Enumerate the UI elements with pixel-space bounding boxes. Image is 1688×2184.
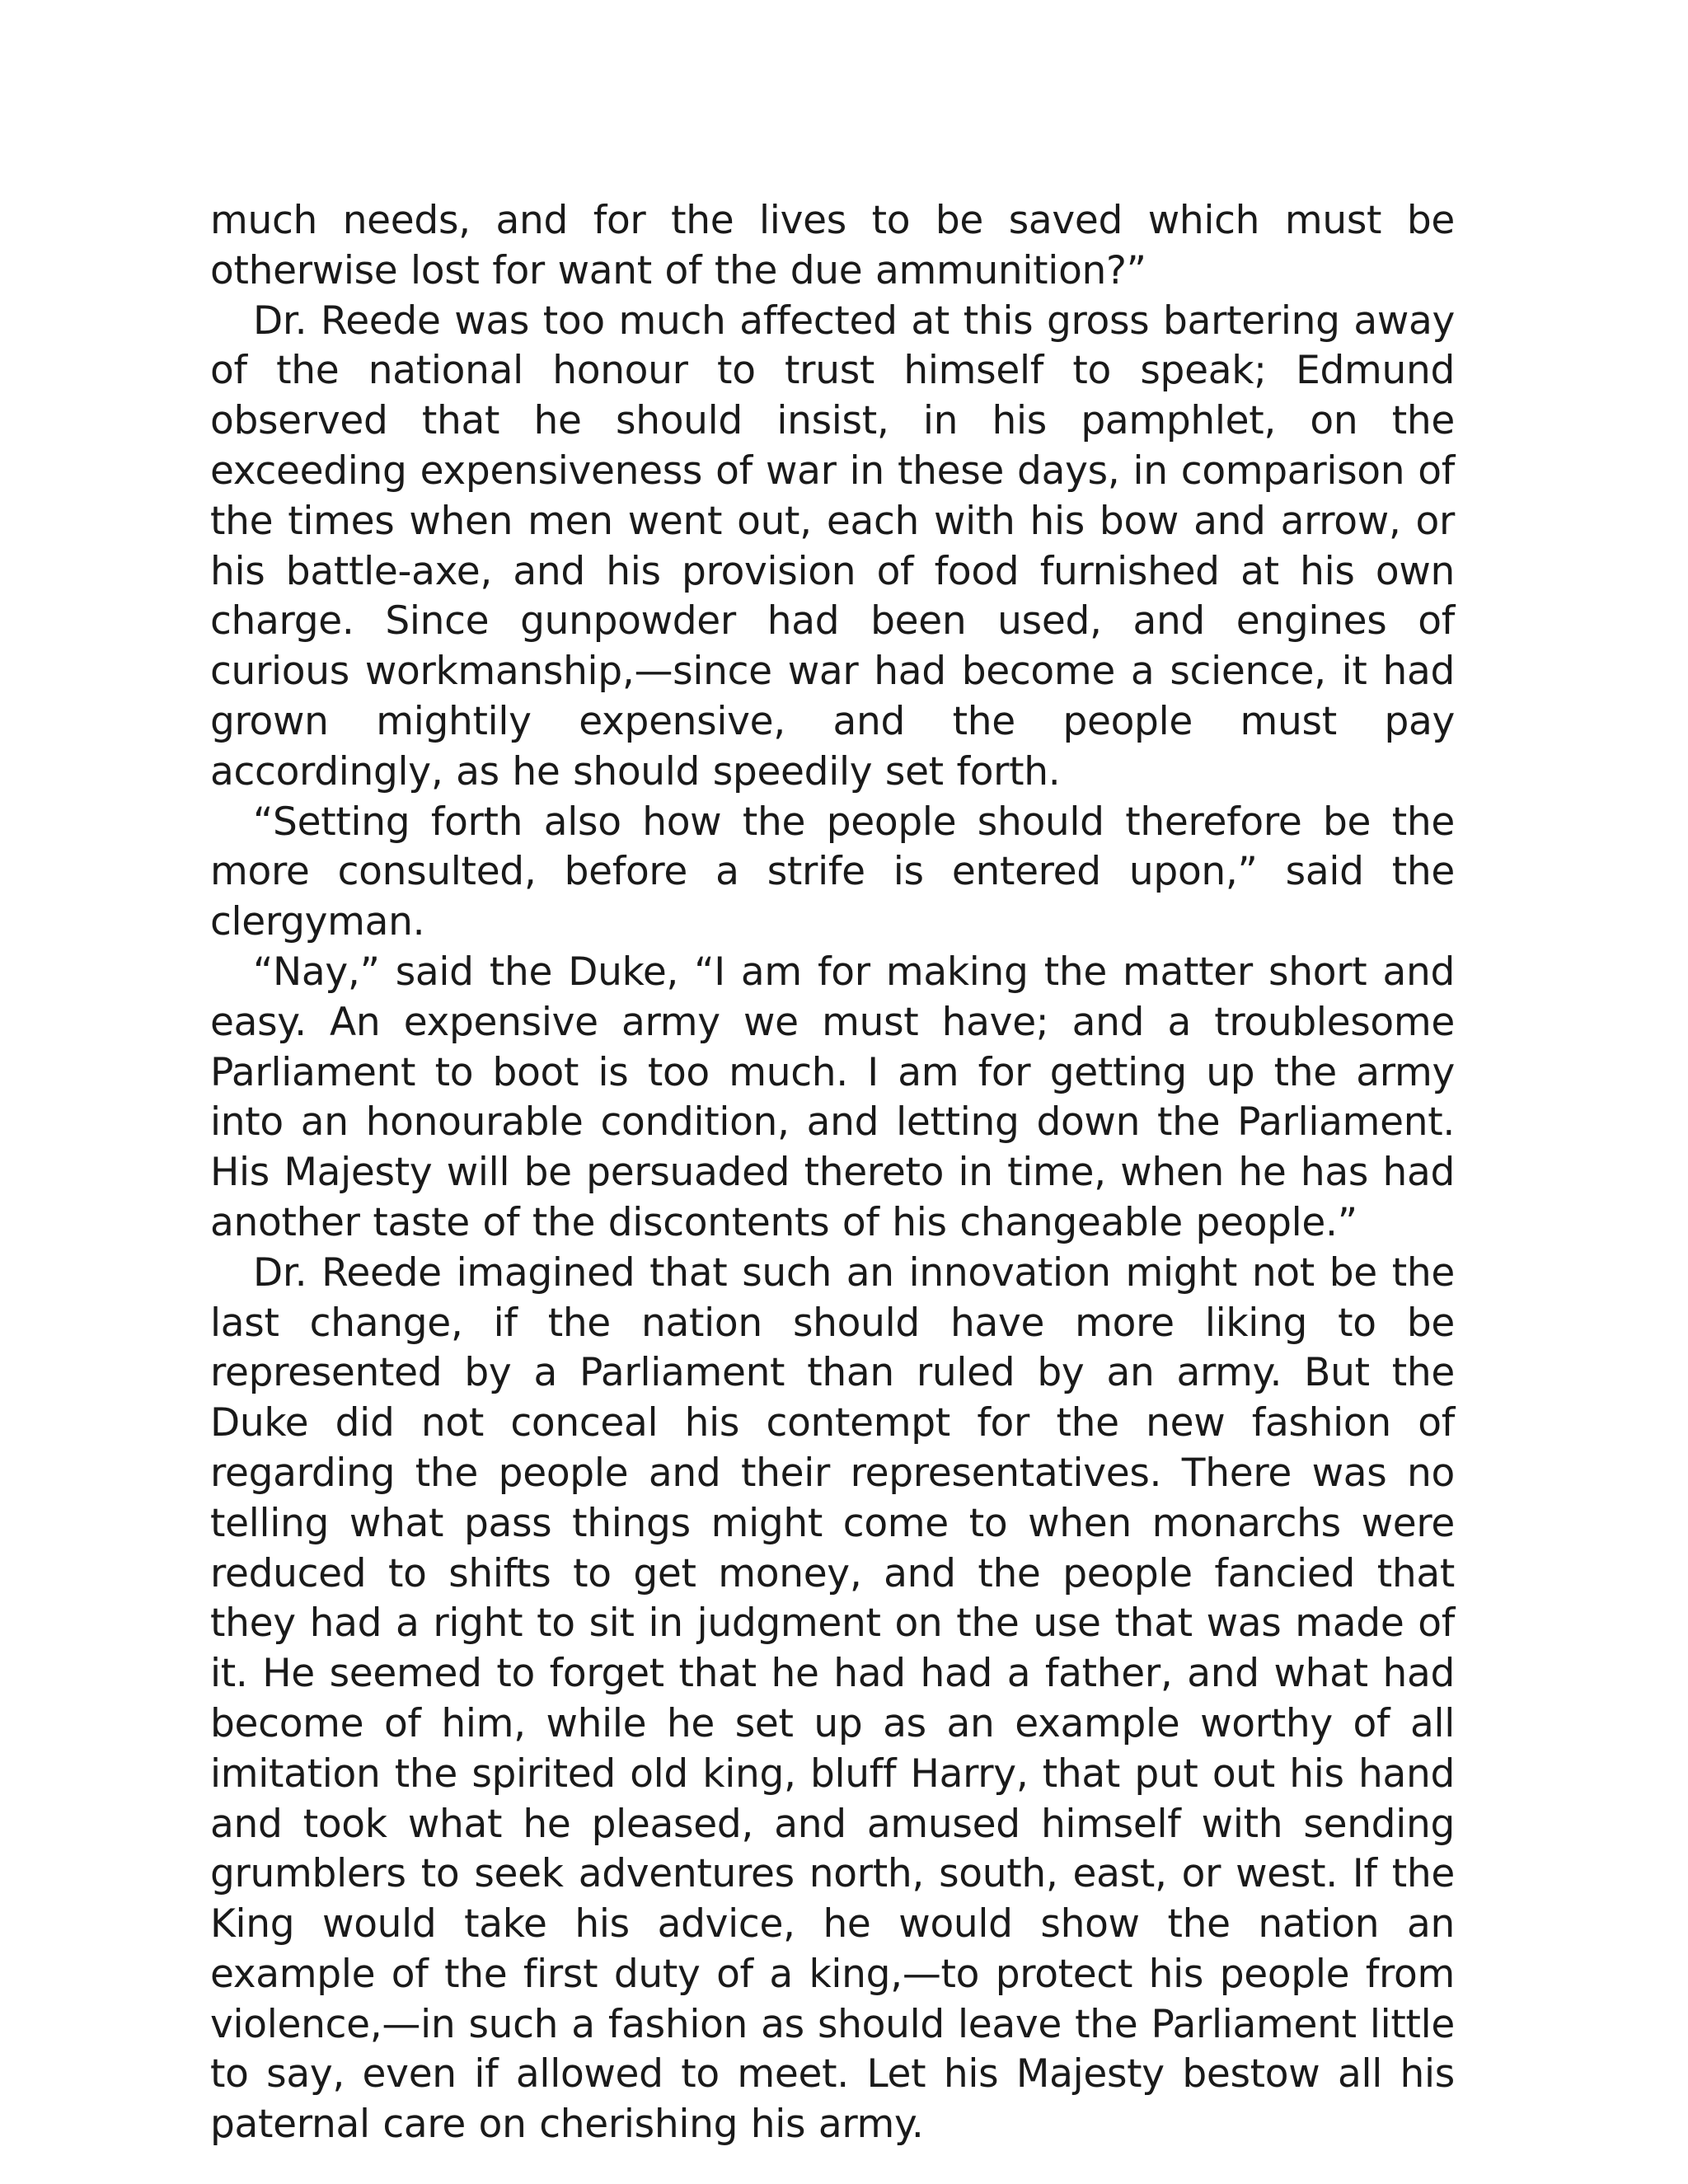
paragraph-duke: “Nay,” said the Duke, “I am for making the matter short and easy. An expensive army we must have; and a troublesome Parliament to boot is too much. I am for getting up the army into an honourable condition, and letting down the Parliament. His Majesty will be persuaded thereto in time, when he has had another taste of the discontents of his changeable people.” (210, 949, 1455, 1245)
paragraph-reede-edmund: Dr. Reede was too much affected at this gross bartering away of the national honour to trust himself to speak; Edmund observed that he should insist, in his pamphlet, on the exceeding expensiveness of war in these days, in comparison of the times when men went out, each with his bow and arrow, or his battle-axe, and his provision of food furnished at his own charge. Since gunpowder had been used, and engines of curious workmanship,—since war had become a science, it had grown mightily expensive, and the people must pay accordingly, as he should speedily set forth. (210, 298, 1455, 794)
paragraph-clergyman: “Setting forth also how the people should therefore be the more consulted, before a strife is entered upon,” said the clergyman. (210, 799, 1455, 945)
paragraph-continuation: much needs, and for the lives to be saved which must be otherwise lost for want of the due ammunition?” (210, 198, 1455, 293)
book-page-text (210, 196, 1455, 2150)
paragraph-reede-duke: Dr. Reede imagined that such an innovation might not be the last change, if the nation should have more liking to be represented by a Parliament than ruled by an army. But the Duke did not conceal his contempt for the new fashion of regarding the people and their representatives. There was no telling what pass things might come to when monarchs were reduced to shifts to get money, and the people fancied that they had a right to sit in judgment on the use that was made of it. He seemed to forget that he had had a father, and what had become of him, while he set up as an example worthy of all imitation the spirited old king, bluff Harry, that put out his hand and took what he pleased, and amused himself with sending grumblers to seek adventures north, south, east, or west. If the King would take his advice, he would show the nation an example of the first duty of a king,—to protect his people from violence,—in such a fashion as should leave the Parliament little to say, even if allowed to meet. Let his Majesty bestow all his paternal care on cherishing his army. (210, 1249, 1455, 2148)
